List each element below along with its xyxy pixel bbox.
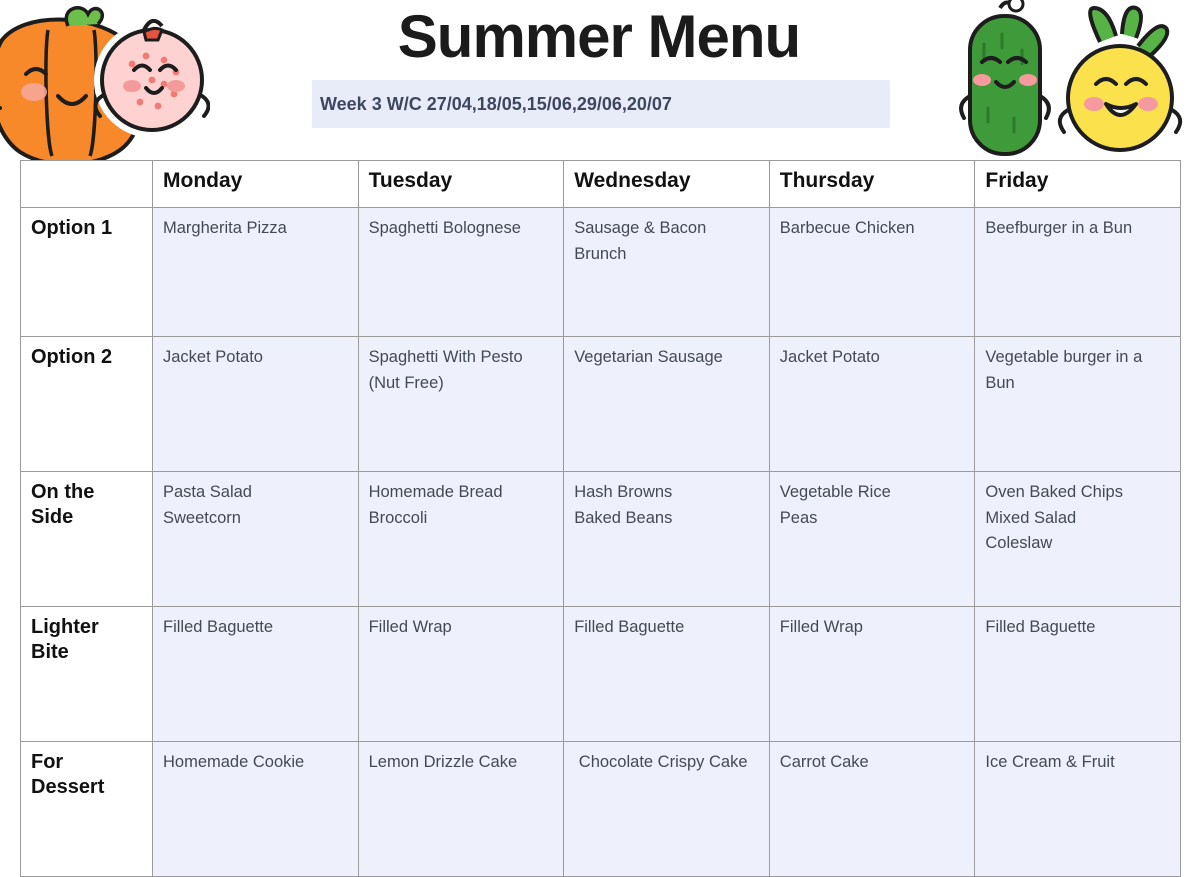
menu-cell-dessert-wednesday: Chocolate Crispy Cake	[564, 742, 770, 877]
day-header-thursday: Thursday	[769, 161, 975, 208]
menu-table-container	[20, 160, 1180, 877]
menu-cell-option-2-friday: Vegetable burger in a Bun	[975, 337, 1181, 472]
day-header-monday: Monday	[153, 161, 359, 208]
table-corner-cell	[21, 161, 153, 208]
table-row	[21, 208, 1181, 337]
menu-cell-lighter-thursday: Filled Wrap	[769, 607, 975, 742]
menu-cell-option-1-thursday: Barbecue Chicken	[769, 208, 975, 337]
menu-cell-lighter-monday: Filled Baguette	[153, 607, 359, 742]
menu-cell-option-2-monday: Jacket Potato	[153, 337, 359, 472]
menu-cell-option-1-friday: Beefburger in a Bun	[975, 208, 1181, 337]
page-title: Summer Menu	[397, 3, 801, 70]
menu-cell-side-monday: Pasta Salad Sweetcorn	[153, 472, 359, 607]
menu-cell-option-1-monday: Margherita Pizza	[153, 208, 359, 337]
row-label-lighter-bite: Lighter Bite	[21, 607, 153, 742]
day-header-tuesday: Tuesday	[358, 161, 564, 208]
row-label-option-1: Option 1	[21, 208, 153, 337]
menu-table	[20, 160, 1181, 877]
menu-cell-lighter-wednesday: Filled Baguette	[564, 607, 770, 742]
row-label-option-2: Option 2	[21, 337, 153, 472]
row-label-for-dessert: For Dessert	[21, 742, 153, 877]
page-header	[0, 0, 1198, 160]
menu-cell-option-2-wednesday: Vegetarian Sausage	[564, 337, 770, 472]
menu-cell-option-1-tuesday: Spaghetti Bolognese	[358, 208, 564, 337]
menu-cell-side-wednesday: Hash Browns Baked Beans	[564, 472, 770, 607]
menu-cell-side-tuesday: Homemade Bread Broccoli	[358, 472, 564, 607]
menu-cell-option-2-tuesday: Spaghetti With Pesto (Nut Free)	[358, 337, 564, 472]
menu-cell-option-2-thursday: Jacket Potato	[769, 337, 975, 472]
week-label: Week 3 W/C 27/04,18/05,15/06,29/06,20/07	[320, 93, 672, 114]
table-row	[21, 607, 1181, 742]
menu-cell-lighter-friday: Filled Baguette	[975, 607, 1181, 742]
menu-cell-lighter-tuesday: Filled Wrap	[358, 607, 564, 742]
table-row	[21, 337, 1181, 472]
menu-cell-dessert-friday: Ice Cream & Fruit	[975, 742, 1181, 877]
table-header-row	[21, 161, 1181, 208]
menu-cell-option-1-wednesday: Sausage & Bacon Brunch	[564, 208, 770, 337]
menu-cell-dessert-tuesday: Lemon Drizzle Cake	[358, 742, 564, 877]
menu-cell-dessert-monday: Homemade Cookie	[153, 742, 359, 877]
table-row	[21, 472, 1181, 607]
table-row	[21, 742, 1181, 877]
day-header-friday: Friday	[975, 161, 1181, 208]
menu-cell-side-thursday: Vegetable Rice Peas	[769, 472, 975, 607]
row-label-on-the-side: On the Side	[21, 472, 153, 607]
week-banner	[312, 80, 890, 128]
menu-cell-dessert-thursday: Carrot Cake	[769, 742, 975, 877]
day-header-wednesday: Wednesday	[564, 161, 770, 208]
menu-cell-side-friday: Oven Baked Chips Mixed Salad Coleslaw	[975, 472, 1181, 607]
